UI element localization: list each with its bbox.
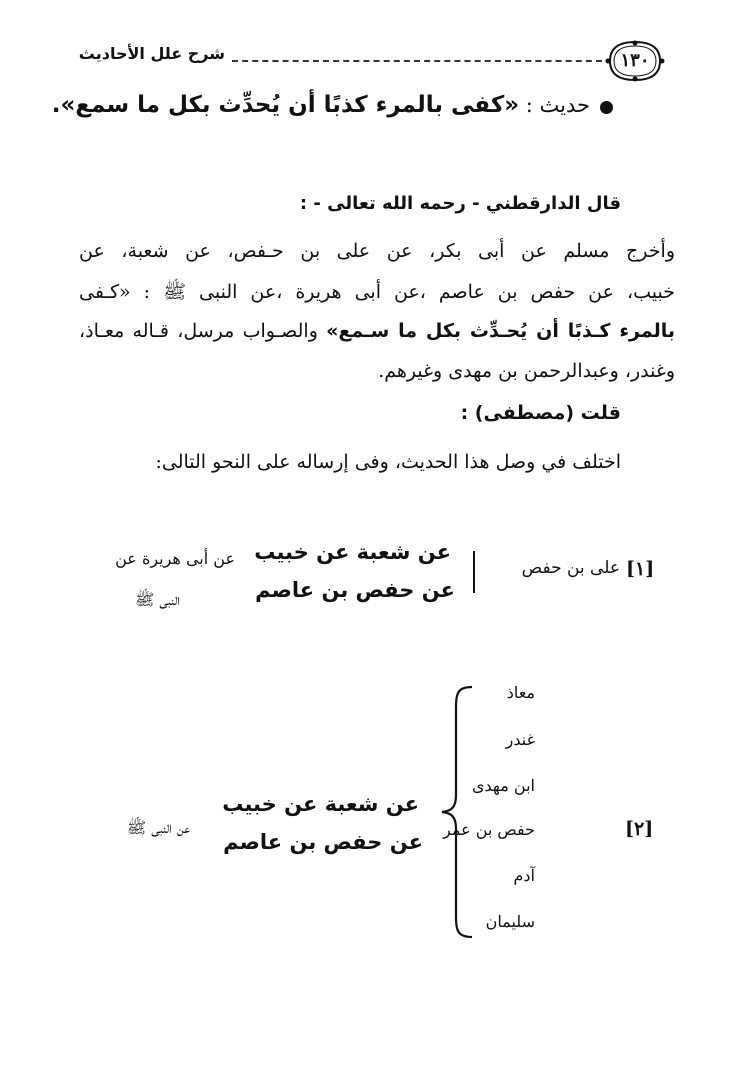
diagram2-narrator: سليمان [485,912,535,931]
paragraph-line: خبيب، عن حفص بن عاصم ،عن أبى هريرة ،عن النبى ﷺ : «كـفى [79,281,675,303]
paragraph-line [79,320,675,342]
diagram1-number: [١] [626,558,655,580]
diagram1-chain-line1: عن شعبة عن خبيب [254,540,451,564]
intro-text: اختلف في وصل هذا الحديث، وفى إرساله على النحو التالى: [155,451,621,473]
page-number: ١٣٠ [620,50,650,71]
diagram1-end-line1: عن أبى هريرة عن [115,549,235,568]
hadith-heading [52,92,590,118]
diagram2-narrator: آدم [513,866,535,885]
diagram1-separator [473,551,475,593]
diagram2-narrator: حفص بن عمر [442,820,535,839]
diagram2-number: [٢] [625,818,654,840]
running-title: شرح علل الأحاديث [78,44,225,63]
diagram2-chain-line2: عن حفص بن عاصم [223,830,423,854]
paragraph-text: والصـواب مرسل، قـاله معـاذ، [79,320,327,342]
section-heading: قال الدارقطني - رحمه الله تعالى - : [299,193,621,214]
diagram2-narrator: ابن مهدى [471,776,535,795]
hadith-text: «كفى بالمرء كذبًا أن يُحدِّث بكل ما سمع». [51,92,520,118]
diagram1-chain-line2: عن حفص بن عاصم [255,578,455,602]
paragraph-line: وغندر، وعبدالرحمن بن مهدى وغيرهم. [378,360,675,382]
paragraph-line: وأخرج مسلم عن أبى بكر، عن على بن حـفص، عن شعبة، عن [79,240,675,262]
diagram2-narrator: غندر [505,730,535,749]
diagram1-end-line2: النبى ﷺ [134,590,180,609]
diagram2-narrator: معاذ [506,683,535,702]
diagram1-narrator: على بن حفص [521,558,620,578]
author-note-heading: قلت (مصطفى) : [460,402,621,424]
diagram2-chain-line1: عن شعبة عن خبيب [222,792,419,816]
bullet-icon [600,101,613,114]
diagram2-end: عن النبى ﷺ [126,818,190,837]
hadith-label: حديث : [525,93,590,117]
header-rule [232,60,602,62]
curly-brace-icon [436,683,476,941]
hadith-quote-bold: بالمرء كـذبًا أن يُحـدِّث بكل ما سـمع» [326,320,676,342]
